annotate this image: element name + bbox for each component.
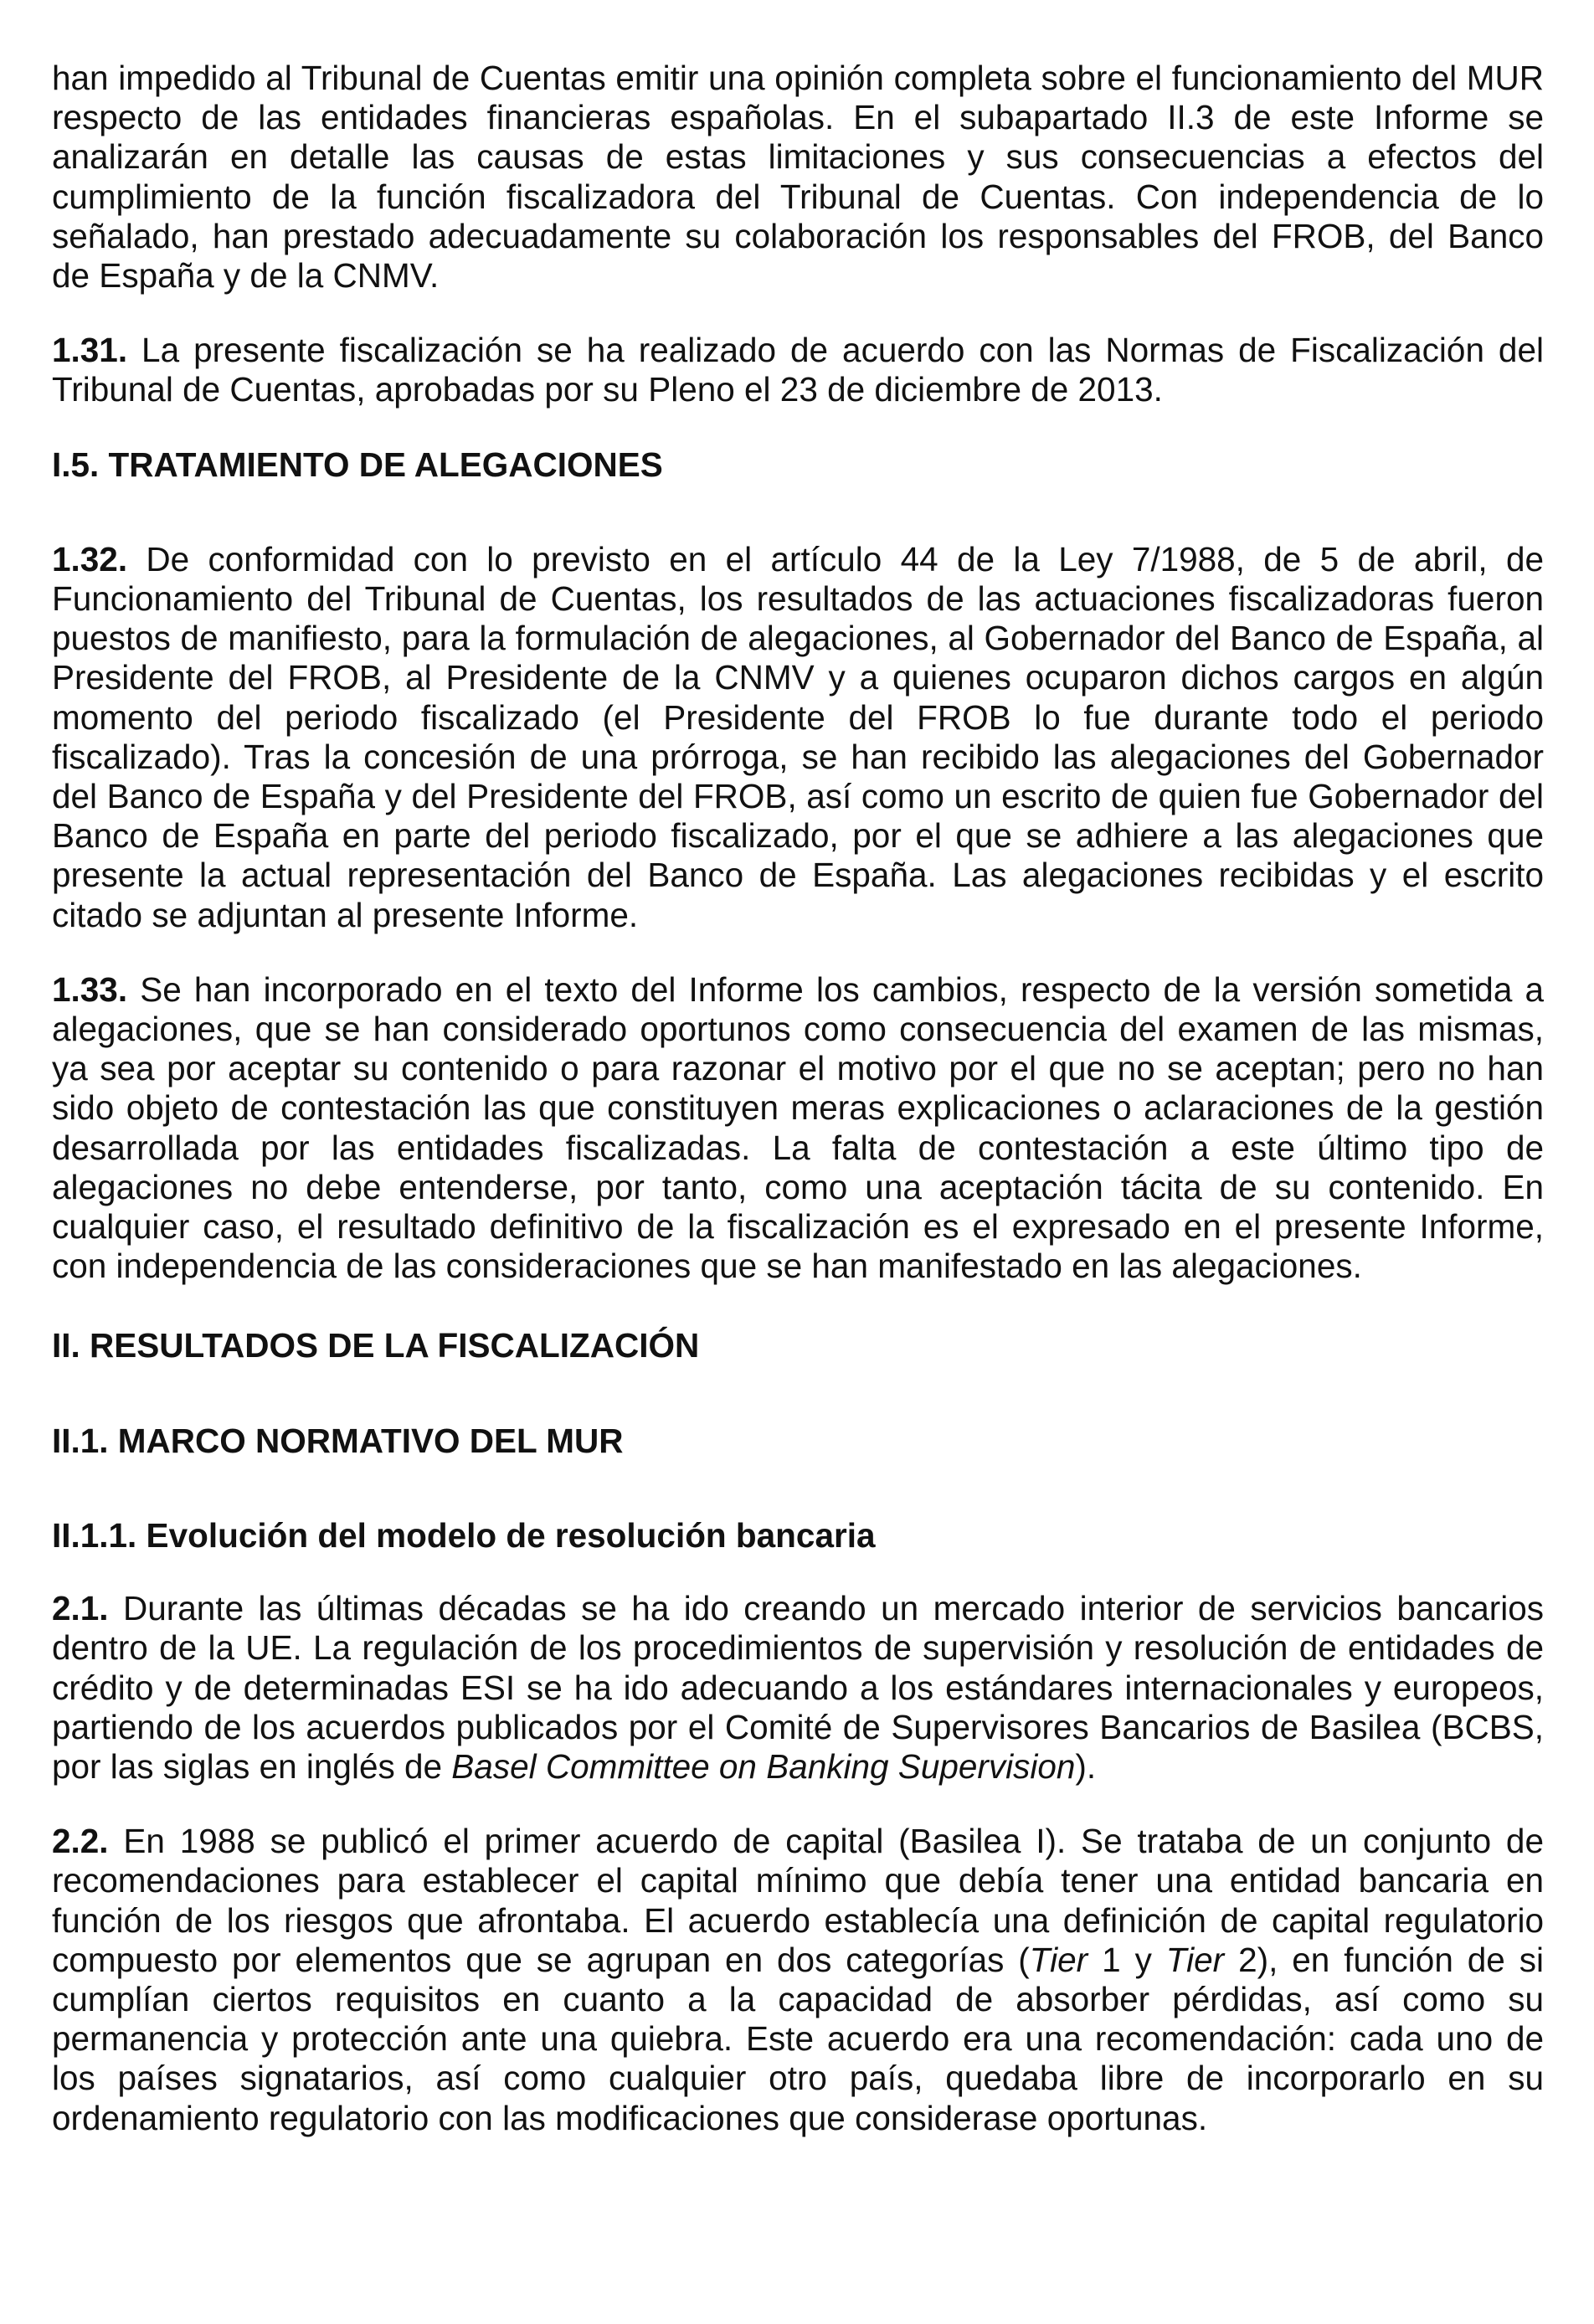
paragraph-text: Durante las últimas décadas se ha ido creando un mercado interior de servicios bancarios dentro de la UE. La regulación de los procedimientos de supervisión y resolución de entidades de crédito y de determinadas ESI se ha ido adecuando a los estándares internacionales y europeos, partiendo de los acuerdos publicados por el Comité de Supervisores Bancarios de Basilea (BCBS, por las siglas en inglés de [52,1589,1544,1786]
paragraph-1-33 [52,970,1544,1287]
document-page [52,59,1544,2173]
section-heading-i-5: I.5. TRATAMIENTO DE ALEGACIONES [52,445,663,484]
section-heading-ii-1-1: II.1.1. Evolución del modelo de resolución bancaria [52,1515,876,1555]
paragraph-italic-text-2: Tier [1165,1940,1225,1979]
paragraph-text: De conformidad con lo previsto en el artículo 44 de la Ley 7/1988, de 5 de abril, de Funcionamiento del Tribunal de Cuentas, los resultados de las actuaciones fiscalizadoras fueron puestos de manifiesto, para la formulación de alegaciones, al Gobernador del Banco de España, al Presidente del FROB, al Presidente de la CNMV y a quienes ocuparon dichos cargos en algún momento del periodo fiscalizado (el Presidente del FROB lo fue durante todo el periodo fiscalizado). Tras la concesión de una prórroga, se han recibido las alegaciones del Gobernador del Banco de España y del Presidente del FROB, así como un escrito de quien fue Gobernador del Banco de España en parte del periodo fiscalizado, por el que se adhiere a las alegaciones que presente la actual representación del Banco de España. Las alegaciones recibidas y el escrito citado se adjuntan al presente Informe. [52,539,1544,934]
paragraph-1-31 [52,331,1544,409]
paragraph-2-2 [52,1822,1544,2138]
paragraph-1-32 [52,540,1544,935]
paragraph-text: La presente fiscalización se ha realizado de acuerdo con las Normas de Fiscalización del Tribunal de Cuentas, aprobadas por su Pleno el 23 de diciembre de 2013. [52,331,1544,409]
paragraph-italic-text: Tier [1029,1940,1088,1979]
paragraph-text-tail: 2), en función de si cumplían ciertos requisitos en cuanto a la capacidad de absorber pérdidas, así como su permanencia y protección ante una quiebra. Este acuerdo era una recomendación: cada uno de los países signatarios, así como cualquier otro país, quedaba libre de incorporarlo en su ordenamiento regulatorio con las modificaciones que considerase oportunas. [52,1940,1544,2137]
paragraph-number: 1.31. [52,331,128,370]
paragraph-number: 1.32. [52,539,128,578]
paragraph-italic-text: Basel Committee on Banking Supervision [451,1746,1076,1786]
paragraph-text-tail: ). [1075,1746,1097,1786]
paragraph-text: Se han incorporado en el texto del Informe los cambios, respecto de la versión sometida a alegaciones, que se han considerado oportunos como consecuencia del examen de las mismas, ya sea por aceptar su contenido o para razonar el motivo por el que no se aceptan; pero no han sido objeto de contestación las que constituyen meras explicaciones o aclaraciones de la gestión desarrollada por las entidades fiscalizadas. La falta de contestación a este último tipo de alegaciones no debe entenderse, por tanto, como una aceptación tácita de su contenido. En cualquier caso, el resultado definitivo de la fiscalización es el expresado en el presente Informe, con independencia de las consideraciones que se han manifestado en las alegaciones. [52,969,1544,1286]
paragraph-text-mid: 1 y [1088,1940,1166,1979]
paragraph-text: han impedido al Tribunal de Cuentas emitir una opinión completa sobre el funcionamiento del MUR respecto de las entidades financieras españolas. En el subapartado II.3 de este Informe se analizarán en detalle las causas de estas limitaciones y sus consecuencias a efectos del cumplimiento de la función fiscalizadora del Tribunal de Cuentas. Con independencia de lo señalado, han prestado adecuadamente su colaboración los responsables del FROB, del Banco de España y de la CNMV. [52,59,1544,296]
paragraph-number: 2.2. [52,1822,109,1861]
section-heading-ii: II. RESULTADOS DE LA FISCALIZACIÓN [52,1326,700,1365]
paragraph-2-1 [52,1589,1544,1787]
section-heading-ii-1: II.1. MARCO NORMATIVO DEL MUR [52,1421,624,1460]
paragraph-number: 2.1. [52,1589,109,1628]
paragraph-continuation [52,59,1544,296]
paragraph-number: 1.33. [52,969,128,1009]
paragraph-text: En 1988 se publicó el primer acuerdo de capital (Basilea I). Se trataba de un conjunto de recomendaciones para establecer el capital mínimo que debía tener una entidad bancaria en función de los riesgos que afrontaba. El acuerdo establecía una definición de capital regulatorio compuesto por elementos que se agrupan en dos categorías ( [52,1822,1544,1979]
